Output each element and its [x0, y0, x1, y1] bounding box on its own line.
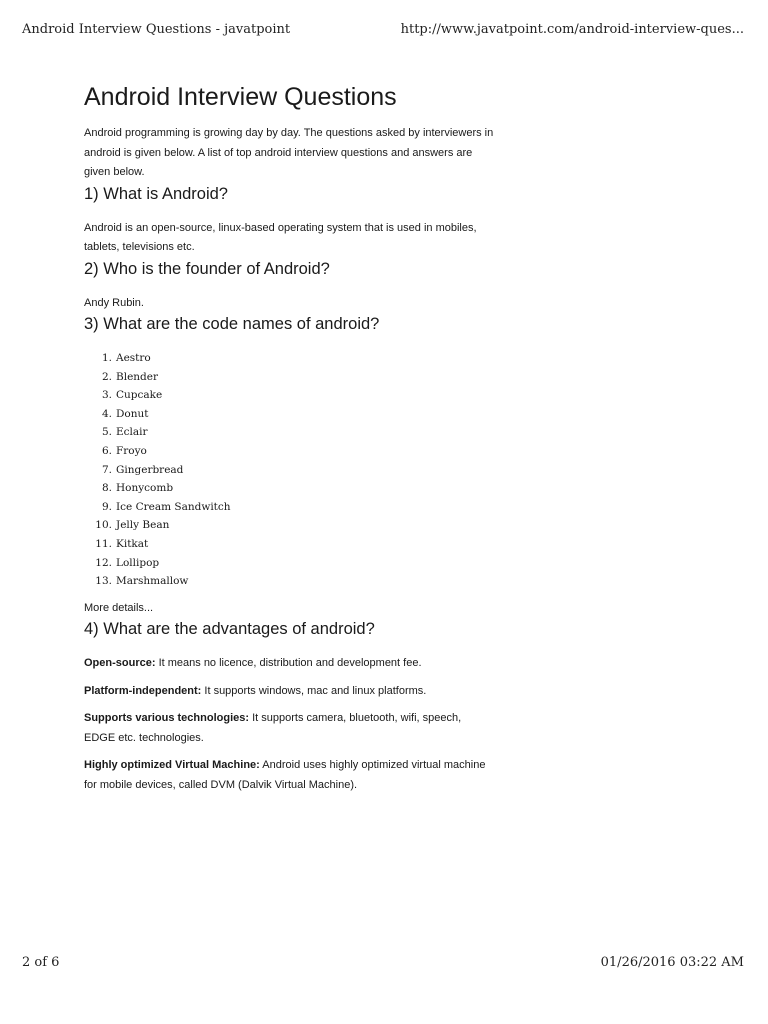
page-number: 2 of 6 — [22, 955, 60, 970]
advantage-term: Open-source: — [84, 657, 156, 670]
question-2-heading: 2) Who is the founder of Android? — [84, 259, 330, 278]
advantage-term: Platform-independent: — [84, 684, 202, 697]
page-title: Android Interview Questions — [84, 83, 397, 111]
list-item-label: Marshmallow — [116, 575, 189, 588]
list-item-number: 4. — [101, 407, 112, 420]
list-item-number: 11. — [95, 537, 112, 550]
list-item — [84, 349, 494, 368]
advantage-open-source — [84, 654, 494, 674]
list-item-number: 6. — [101, 444, 112, 457]
article — [84, 80, 494, 795]
print-header — [0, 22, 768, 42]
list-item-number: 9. — [101, 500, 112, 513]
list-item-label: Eclair — [116, 426, 148, 439]
advantage-text: It supports camera, bluetooth, wifi, speech, EDGE etc. technologies. — [84, 712, 462, 744]
print-datetime: 01/26/2016 03:22 AM — [600, 955, 744, 970]
list-item — [84, 554, 494, 573]
list-item — [84, 479, 494, 498]
advantage-text: It supports windows, mac and linux platforms. — [201, 684, 427, 697]
header-url[interactable]: http://www.javatpoint.com/android-interview-ques... — [400, 22, 744, 37]
more-details-link[interactable]: More details... — [84, 601, 154, 614]
print-footer — [0, 955, 768, 975]
question-4-heading: 4) What are the advantages of android? — [84, 620, 375, 639]
list-item — [84, 516, 494, 535]
list-item-label: Gingerbread — [116, 463, 184, 476]
list-item-label: Cupcake — [116, 389, 163, 402]
list-item-label: Aestro — [116, 352, 151, 364]
list-item — [84, 368, 494, 387]
advantage-technologies — [84, 709, 494, 748]
list-item-number: 5. — [101, 426, 112, 439]
list-item — [84, 461, 494, 480]
list-item-label: Kitkat — [116, 537, 149, 550]
advantage-text: It means no licence, distribution and development fee. — [155, 657, 422, 670]
header-page-title: Android Interview Questions - javatpoint — [22, 22, 291, 37]
list-item-number: 2. — [101, 370, 112, 383]
list-item-number: 7. — [101, 463, 112, 476]
list-item — [84, 386, 494, 405]
list-item — [84, 498, 494, 517]
question-3-heading: 3) What are the code names of android? — [84, 315, 380, 333]
list-item — [84, 423, 494, 442]
list-item-number: 10. — [95, 519, 112, 532]
list-item-number: 3. — [101, 389, 112, 402]
advantage-text: Android uses highly optimized virtual machine for mobile devices, called DVM (Dalvik Virtual Machine). — [84, 759, 486, 791]
list-item-label: Honycomb — [116, 482, 174, 495]
advantage-term: Supports various technologies: — [84, 712, 250, 725]
list-item-label: Froyo — [116, 444, 147, 457]
list-item-number: 8. — [101, 482, 112, 495]
advantage-term: Highly optimized Virtual Machine: — [84, 759, 260, 772]
list-item-label: Lollipop — [116, 556, 160, 569]
answer-2: Andy Rubin. — [84, 296, 144, 309]
advantage-platform-independent — [84, 682, 494, 702]
intro-paragraph: Android programming is growing day by day. The questions asked by interviewers in android is given below. A list of top android interview questions and answers are given below. — [84, 127, 494, 178]
question-1-heading: 1) What is Android? — [84, 184, 228, 203]
list-item — [84, 572, 494, 591]
advantage-virtual-machine — [84, 756, 494, 795]
codenames-list — [84, 349, 494, 591]
list-item-label: Ice Cream Sandwitch — [116, 500, 231, 513]
list-item-number: 1. — [101, 352, 112, 364]
answer-1: Android is an open-source, linux-based operating system that is used in mobiles, tablets, televisions etc. — [84, 221, 477, 253]
list-item — [84, 442, 494, 461]
list-item-label: Donut — [116, 407, 149, 420]
list-item — [84, 535, 494, 554]
list-item-number: 12. — [95, 556, 112, 569]
list-item-number: 13. — [95, 575, 112, 588]
list-item-label: Blender — [116, 370, 159, 383]
list-item — [84, 405, 494, 424]
list-item-label: Jelly Bean — [116, 519, 170, 532]
